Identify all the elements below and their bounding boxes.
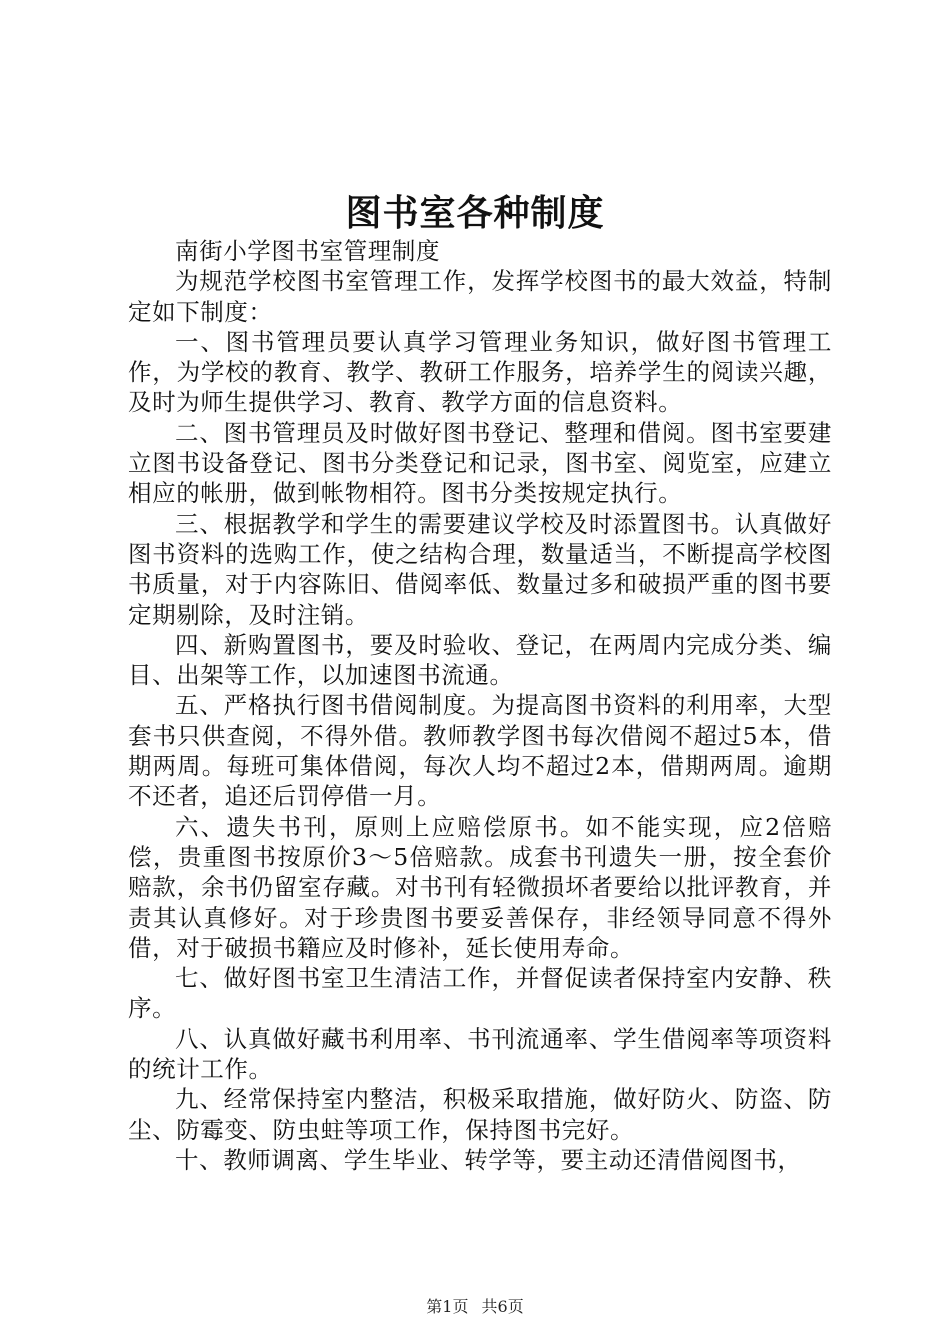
paragraph-rule-9: 九、经常保持室内整洁，积极采取措施，做好防火、防盗、防尘、防霉变、防虫蛀等项工作，保持图书完好。	[128, 1085, 832, 1144]
page-footer	[0, 1294, 950, 1317]
paragraph-rule-2: 二、图书管理员及时做好图书登记、整理和借阅。图书室要建立图书设备登记、图书分类登记和记录，图书室、阅览室，应建立相应的帐册，做到帐物相符。图书分类按规定执行。	[128, 418, 832, 508]
paragraph-rule-3: 三、根据教学和学生的需要建议学校及时添置图书。认真做好图书资料的选购工作，使之结构合理，数量适当，不断提高学校图书质量，对于内容陈旧、借阅率低、数量过多和破损严重的图书要定期剔除，及时注销。	[128, 509, 832, 629]
document-title: 图书室各种制度	[345, 193, 605, 234]
paragraph-intro: 为规范学校图书室管理工作，发挥学校图书的最大效益，特制定如下制度：	[128, 267, 832, 326]
document-body	[128, 236, 832, 1175]
page-number: 第1页	[426, 1297, 469, 1316]
paragraph-subtitle: 南街小学图书室管理制度	[175, 237, 441, 265]
paragraph-rule-7: 七、做好图书室卫生清洁工作，并督促读者保持室内安静、秩序。	[128, 964, 832, 1023]
paragraph-rule-8: 八、认真做好藏书利用率、书刊流通率、学生借阅率等项资料的统计工作。	[128, 1024, 832, 1084]
paragraph-rule-4: 四、新购置图书，要及时验收、登记，在两周内完成分类、编目、出架等工作，以加速图书流通。	[128, 630, 832, 690]
paragraph-rule-1: 一、图书管理员要认真学习管理业务知识，做好图书管理工作，为学校的教育、教学、教研工作服务，培养学生的阅读兴趣，及时为师生提供学习、教育、教学方面的信息资料。	[128, 327, 832, 417]
paragraph-rule-10: 十、教师调离、学生毕业、转学等，要主动还清借阅图书，	[175, 1145, 802, 1174]
paragraph-rule-5: 五、严格执行图书借阅制度。为提高图书资料的利用率，大型套书只供查阅，不得外借。教师教学图书每次借阅不超过5本，借期两周。每班可集体借阅，每次人均不超过2本，借期两周。逾期不还者，追还后罚停借一月。	[128, 691, 832, 811]
paragraph-rule-6: 六、遗失书刊，原则上应赔偿原书。如不能实现，应2倍赔偿，贵重图书按原价3～5倍赔款。成套书刊遗失一册，按全套价赔款，余书仍留室存藏。对书刊有轻微损坏者要给以批评教育，并责其认真修好。对于珍贵图书要妥善保存，非经领导同意不得外借，对于破损书籍应及时修补，延长使用寿命。	[128, 812, 832, 962]
page-total: 共6页	[481, 1297, 524, 1316]
